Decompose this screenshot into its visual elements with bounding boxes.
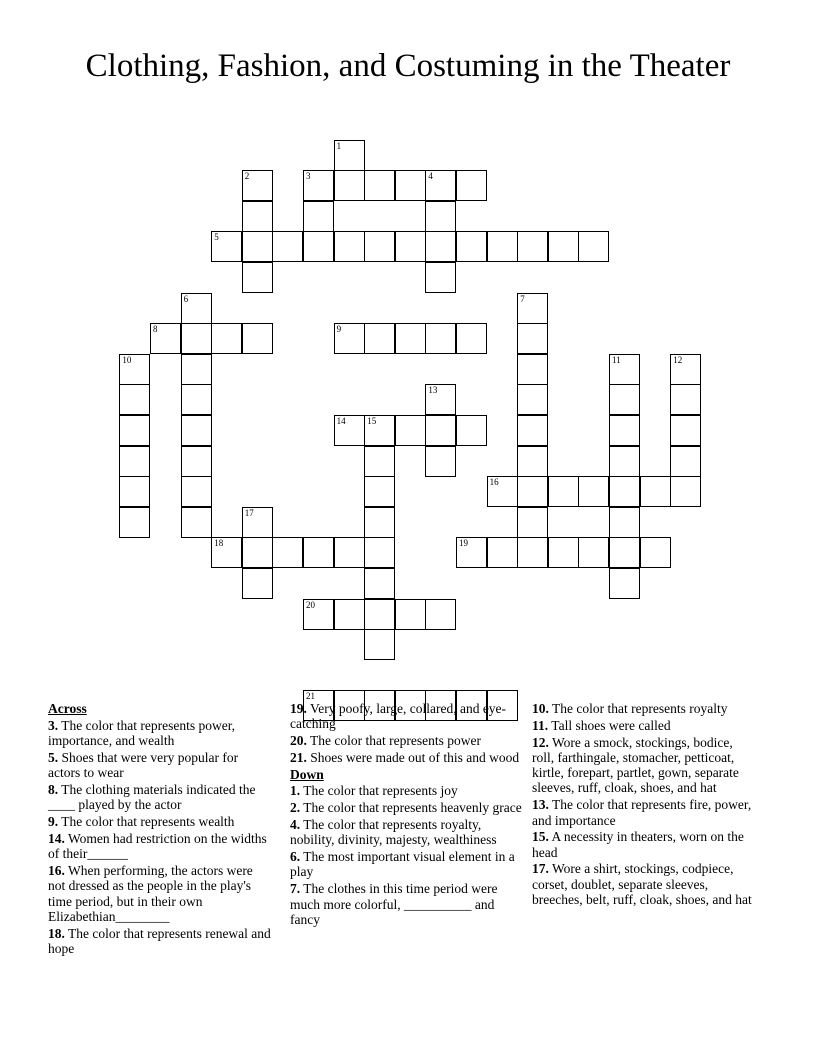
grid-cell[interactable] bbox=[181, 446, 212, 477]
grid-cell[interactable] bbox=[395, 415, 426, 446]
grid-cell[interactable] bbox=[303, 231, 334, 262]
clue-across-21: 21. Shoes were made out of this and wood bbox=[290, 749, 520, 765]
grid-cell[interactable] bbox=[517, 293, 548, 324]
grid-cell[interactable] bbox=[456, 231, 487, 262]
grid-cell[interactable] bbox=[181, 323, 212, 354]
clue-number: 14 bbox=[336, 416, 346, 426]
grid-cell[interactable] bbox=[364, 170, 395, 201]
clue-number: 9 bbox=[336, 324, 342, 335]
grid-cell[interactable] bbox=[640, 476, 671, 507]
clue-number: 16 bbox=[489, 477, 499, 488]
clue-across-20: 20. The color that represents power bbox=[290, 733, 481, 749]
grid-cell[interactable] bbox=[578, 231, 609, 262]
grid-cell[interactable] bbox=[670, 446, 701, 477]
clue-down-12: 12. Wore a smock, stockings, bodice, roll, farthingale, stomacher, petticoat, kirtle, forepart, partlet, gown, separate sleeves, ruff, cloak, shoes, and hat bbox=[532, 734, 739, 796]
clue-number: 20 bbox=[306, 599, 315, 610]
clue-across-16: 16. When performing, the actors were not dressed as the people in the play's time period, but in their own Elizabethian________ bbox=[48, 862, 253, 924]
grid-cell[interactable] bbox=[609, 446, 640, 477]
grid-cell[interactable] bbox=[670, 384, 701, 415]
grid-cell[interactable] bbox=[517, 354, 548, 385]
clue-number: 1 bbox=[336, 140, 342, 151]
clue-down-6: 6. The most important visual element in a play bbox=[290, 849, 515, 880]
grid-cell[interactable] bbox=[334, 323, 365, 354]
clue-down-15: 15. A necessity in theaters, worn on the head bbox=[532, 829, 744, 860]
grid-cell[interactable] bbox=[425, 415, 456, 446]
grid-cell[interactable] bbox=[364, 537, 395, 568]
grid-cell[interactable] bbox=[242, 537, 273, 568]
grid-cell[interactable] bbox=[487, 231, 518, 262]
grid-cell[interactable] bbox=[242, 170, 273, 201]
clue-down-4: 4. The color that represents royalty, nobility, divinity, majesty, wealthiness bbox=[290, 817, 497, 848]
grid-cell[interactable] bbox=[395, 231, 426, 262]
across-heading: Across bbox=[48, 701, 87, 716]
grid-cell[interactable] bbox=[517, 415, 548, 446]
clue-number: 17 bbox=[244, 507, 254, 518]
grid-cell[interactable] bbox=[364, 568, 395, 599]
grid-cell[interactable] bbox=[395, 170, 426, 201]
grid-cell[interactable] bbox=[334, 231, 365, 262]
clue-number: 10 bbox=[122, 354, 132, 365]
grid-cell[interactable] bbox=[303, 170, 334, 201]
grid-cell[interactable] bbox=[119, 384, 150, 415]
grid-cell[interactable] bbox=[272, 537, 303, 568]
clues-column-2 bbox=[290, 701, 522, 929]
grid-cell[interactable] bbox=[272, 231, 303, 262]
grid-cell[interactable] bbox=[334, 140, 365, 171]
grid-cell[interactable] bbox=[670, 476, 701, 507]
clue-across-18: 18. The color that represents renewal and hope bbox=[48, 925, 271, 956]
clue-number: 13 bbox=[428, 385, 438, 396]
clue-across-9: 9. The color that represents wealth bbox=[48, 814, 235, 830]
grid-cell[interactable] bbox=[395, 323, 426, 354]
grid-cell[interactable] bbox=[425, 231, 456, 262]
clue-down-17: 17. Wore a shirt, stockings, codpiece, corset, doublet, separate sleeves, breeches, belt, ruff, cloak, shoes, and hat bbox=[532, 861, 752, 908]
clue-down-1: 1. The color that represents joy bbox=[290, 783, 458, 799]
grid-cell[interactable] bbox=[242, 507, 273, 538]
clue-number: 15 bbox=[367, 416, 377, 426]
clue-across-8: 8. The clothing materials indicated the ____ played by the actor bbox=[48, 781, 256, 813]
grid-cell[interactable] bbox=[456, 415, 487, 446]
clue-number: 11 bbox=[612, 354, 621, 365]
grid-cell[interactable] bbox=[609, 384, 640, 415]
grid-cell[interactable] bbox=[119, 354, 150, 385]
grid-cell[interactable] bbox=[211, 323, 242, 354]
grid-cell[interactable] bbox=[609, 476, 640, 507]
clue-across-5: 5. Shoes that were very popular for actors to wear bbox=[48, 749, 239, 781]
clue-across-19: 19. Very poofy, large, collared, and eye-catching bbox=[290, 701, 507, 732]
grid-cell[interactable] bbox=[181, 415, 212, 446]
grid-cell[interactable] bbox=[119, 476, 150, 507]
clue-down-2: 2. The color that represents heavenly grace bbox=[290, 800, 522, 816]
grid-cell[interactable] bbox=[487, 537, 518, 568]
clue-down-7: 7. The clothes in this time period were much more colorful, __________ and fancy bbox=[290, 881, 498, 927]
grid-cell[interactable] bbox=[670, 415, 701, 446]
grid-cell[interactable] bbox=[517, 231, 548, 262]
grid-cell[interactable] bbox=[334, 415, 365, 446]
clue-number: 21 bbox=[306, 691, 315, 702]
clue-number: 12 bbox=[673, 354, 683, 365]
grid-cell[interactable] bbox=[181, 354, 212, 385]
grid-cell[interactable] bbox=[640, 537, 671, 568]
grid-cell[interactable] bbox=[456, 537, 487, 568]
grid-cell[interactable] bbox=[364, 599, 395, 630]
grid-cell[interactable] bbox=[334, 537, 365, 568]
grid-cell[interactable] bbox=[364, 231, 395, 262]
grid-cell[interactable] bbox=[119, 507, 150, 538]
clues-column-3 bbox=[532, 701, 757, 909]
grid-cell[interactable] bbox=[119, 446, 150, 477]
grid-cell[interactable] bbox=[456, 170, 487, 201]
grid-cell[interactable] bbox=[578, 537, 609, 568]
grid-cell[interactable] bbox=[181, 507, 212, 538]
grid-cell[interactable] bbox=[578, 476, 609, 507]
clue-number: 5 bbox=[214, 232, 219, 243]
grid-cell[interactable] bbox=[456, 323, 487, 354]
grid-cell[interactable] bbox=[334, 599, 365, 630]
grid-cell[interactable] bbox=[181, 293, 212, 324]
grid-cell[interactable] bbox=[517, 384, 548, 415]
grid-cell[interactable] bbox=[609, 537, 640, 568]
clue-across-14: 14. Women had restriction on the widths of their______ bbox=[48, 830, 267, 862]
grid-cell[interactable] bbox=[119, 415, 150, 446]
grid-cell[interactable] bbox=[242, 201, 273, 232]
grid-cell[interactable] bbox=[242, 568, 273, 599]
clue-number: 8 bbox=[153, 324, 158, 335]
grid-cell[interactable] bbox=[517, 537, 548, 568]
clues-column-1 bbox=[48, 701, 273, 958]
grid-cell[interactable] bbox=[609, 354, 640, 385]
grid-cell[interactable] bbox=[303, 201, 334, 232]
grid-cell[interactable] bbox=[548, 537, 579, 568]
puzzle-title: Clothing, Fashion, and Costuming in the Theater bbox=[85, 48, 731, 84]
grid-cell[interactable] bbox=[425, 446, 456, 477]
grid-cell[interactable] bbox=[425, 323, 456, 354]
clue-down-10: 10. The color that represents royalty bbox=[532, 701, 728, 716]
grid-cell[interactable] bbox=[150, 323, 181, 354]
grid-cell[interactable] bbox=[517, 476, 548, 507]
grid-cell[interactable] bbox=[517, 323, 548, 354]
grid-cell[interactable] bbox=[609, 507, 640, 538]
clue-number: 18 bbox=[214, 538, 224, 549]
grid-cell[interactable] bbox=[211, 231, 242, 262]
grid-cell[interactable] bbox=[425, 262, 456, 293]
clue-number: 3 bbox=[306, 171, 311, 182]
grid-cell[interactable] bbox=[548, 231, 579, 262]
grid-cell[interactable] bbox=[425, 170, 456, 201]
clue-number: 7 bbox=[520, 293, 525, 304]
grid-cell[interactable] bbox=[242, 262, 273, 293]
grid-cell[interactable] bbox=[303, 599, 334, 630]
grid-cell[interactable] bbox=[487, 476, 518, 507]
grid-cell[interactable] bbox=[242, 323, 273, 354]
grid-cell[interactable] bbox=[425, 599, 456, 630]
grid-cell[interactable] bbox=[364, 507, 395, 538]
clue-down-11: 11. Tall shoes were called bbox=[532, 717, 671, 733]
grid-cell[interactable] bbox=[334, 170, 365, 201]
clue-down-13: 13. The color that represents fire, power, and importance bbox=[532, 797, 752, 828]
grid-cell[interactable] bbox=[364, 629, 395, 660]
grid-cell[interactable] bbox=[364, 446, 395, 477]
clue-number: 2 bbox=[244, 171, 250, 182]
clue-number: 19 bbox=[459, 538, 468, 549]
grid-cell[interactable] bbox=[425, 384, 456, 415]
grid-cell[interactable] bbox=[303, 537, 334, 568]
down-heading: Down bbox=[290, 766, 324, 782]
grid-cell[interactable] bbox=[181, 476, 212, 507]
grid-cell[interactable] bbox=[395, 599, 426, 630]
grid-cell[interactable] bbox=[548, 476, 579, 507]
grid-cell[interactable] bbox=[609, 568, 640, 599]
grid-cell[interactable] bbox=[211, 537, 242, 568]
grid-cell[interactable] bbox=[425, 201, 456, 232]
grid-cell[interactable] bbox=[517, 446, 548, 477]
clue-number: 6 bbox=[183, 293, 189, 304]
grid-cell[interactable] bbox=[670, 354, 701, 385]
grid-cell[interactable] bbox=[364, 323, 395, 354]
grid-cell[interactable] bbox=[242, 231, 273, 262]
grid-cell[interactable] bbox=[517, 507, 548, 538]
clue-across-3: 3. The color that represents power, importance, and wealth bbox=[48, 717, 236, 749]
grid-cell[interactable] bbox=[364, 476, 395, 507]
grid-cell[interactable] bbox=[181, 384, 212, 415]
grid-cell[interactable] bbox=[364, 415, 395, 446]
clue-number: 4 bbox=[428, 171, 433, 182]
grid-cell[interactable] bbox=[609, 415, 640, 446]
